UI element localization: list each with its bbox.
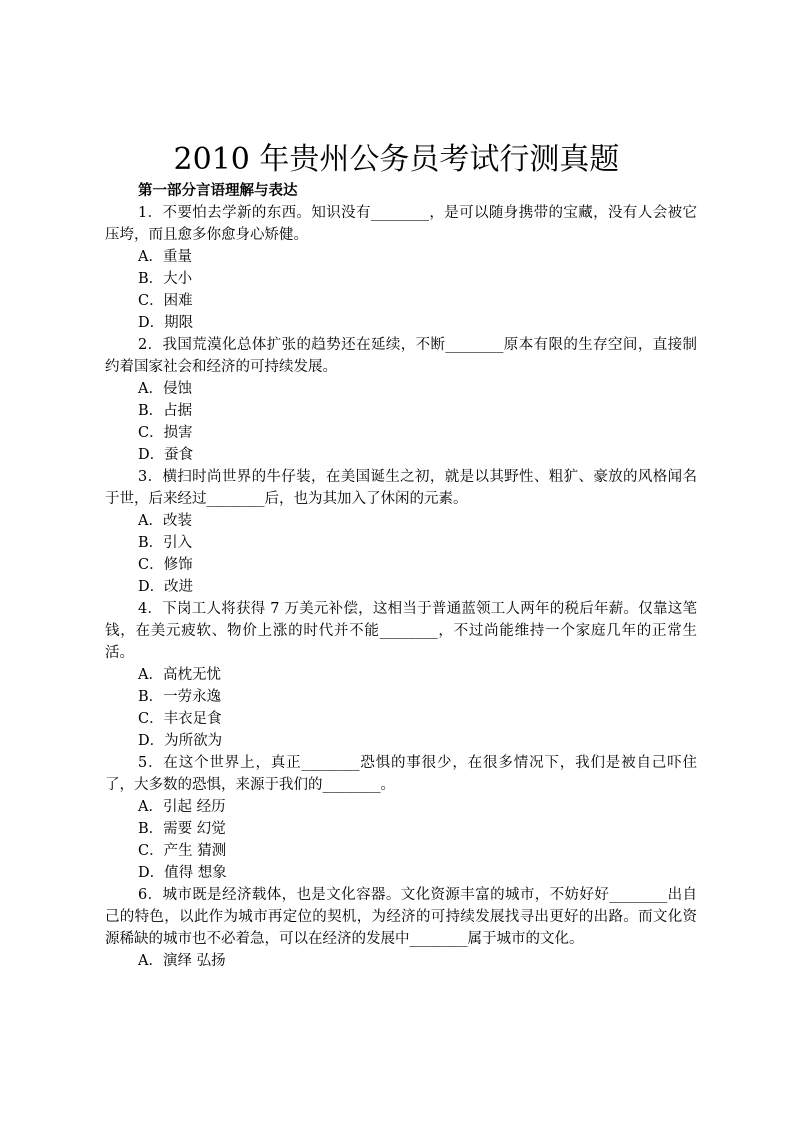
question-1-option-d: D．期限 (138, 315, 194, 331)
question-2-option-b: B．占据 (138, 403, 193, 419)
question-5-option-a: A．引起 经历 (138, 799, 226, 815)
document-body (105, 180, 697, 972)
question-5: 5．在这个世界上，真正________恐惧的事很少，在很多情况下，我们是被自己吓住了，大多数的恐惧，来源于我们的________。 (105, 755, 697, 793)
question-1: 1．不要怕去学新的东西。知识没有________，是可以随身携带的宝藏，没有人会被它压垮，而且愈多你愈身心矫健。 (105, 205, 697, 243)
question-4-option-d: D．为所欲为 (138, 733, 223, 749)
question-3-option-c: C．修饰 (138, 557, 193, 573)
question-5-option-c: C．产生 猜测 (138, 843, 227, 859)
question-3-option-d: D．改进 (138, 579, 194, 595)
question-1-option-a: A．重量 (138, 249, 192, 265)
question-6: 6．城市既是经济载体，也是文化容器。文化资源丰富的城市，不妨好好________出自己的特色，以此作为城市再定位的契机，为经济的可持续发展找寻出更好的出路。而文化资源稀缺的城市也不必着急，可以在经济的发展中________属于城市的文化。 (105, 887, 697, 947)
section-heading: 第一部分言语理解与表达 (138, 182, 298, 199)
question-5-option-d: D．值得 想象 (138, 865, 227, 881)
question-2-option-c: C．损害 (138, 425, 193, 441)
question-2: 2．我国荒漠化总体扩张的趋势还在延续，不断________原本有限的生存空间，直接制约着国家社会和经济的可持续发展。 (105, 337, 697, 375)
question-5-option-b: B．需要 幻觉 (138, 821, 226, 837)
question-3-option-a: A．改装 (138, 513, 192, 529)
question-1-option-b: B．大小 (138, 271, 193, 287)
question-1-option-c: C．困难 (138, 293, 193, 309)
question-4-option-c: C．丰衣足食 (138, 711, 222, 727)
question-4-option-b: B．一劳永逸 (138, 689, 222, 705)
question-4: 4．下岗工人将获得 7 万美元补偿，这相当于普通蓝领工人两年的税后年薪。仅靠这笔钱，在美元疲软、物价上涨的时代并不能________，不过尚能维持一个家庭几年的正常生活。 (105, 601, 697, 661)
question-2-option-a: A．侵蚀 (138, 381, 192, 397)
question-6-option-a: A．演绎 弘扬 (138, 953, 226, 969)
question-3: 3．横扫时尚世界的牛仔装，在美国诞生之初，就是以其野性、粗犷、豪放的风格闻名于世，后来经过________后，也为其加入了休闲的元素。 (105, 469, 697, 507)
question-3-option-b: B．引入 (138, 535, 193, 551)
document-title: 2010 年贵州公务员考试行测真题 (173, 142, 620, 177)
question-4-option-a: A．高枕无忧 (138, 667, 221, 683)
question-2-option-d: D．蚕食 (138, 447, 194, 463)
